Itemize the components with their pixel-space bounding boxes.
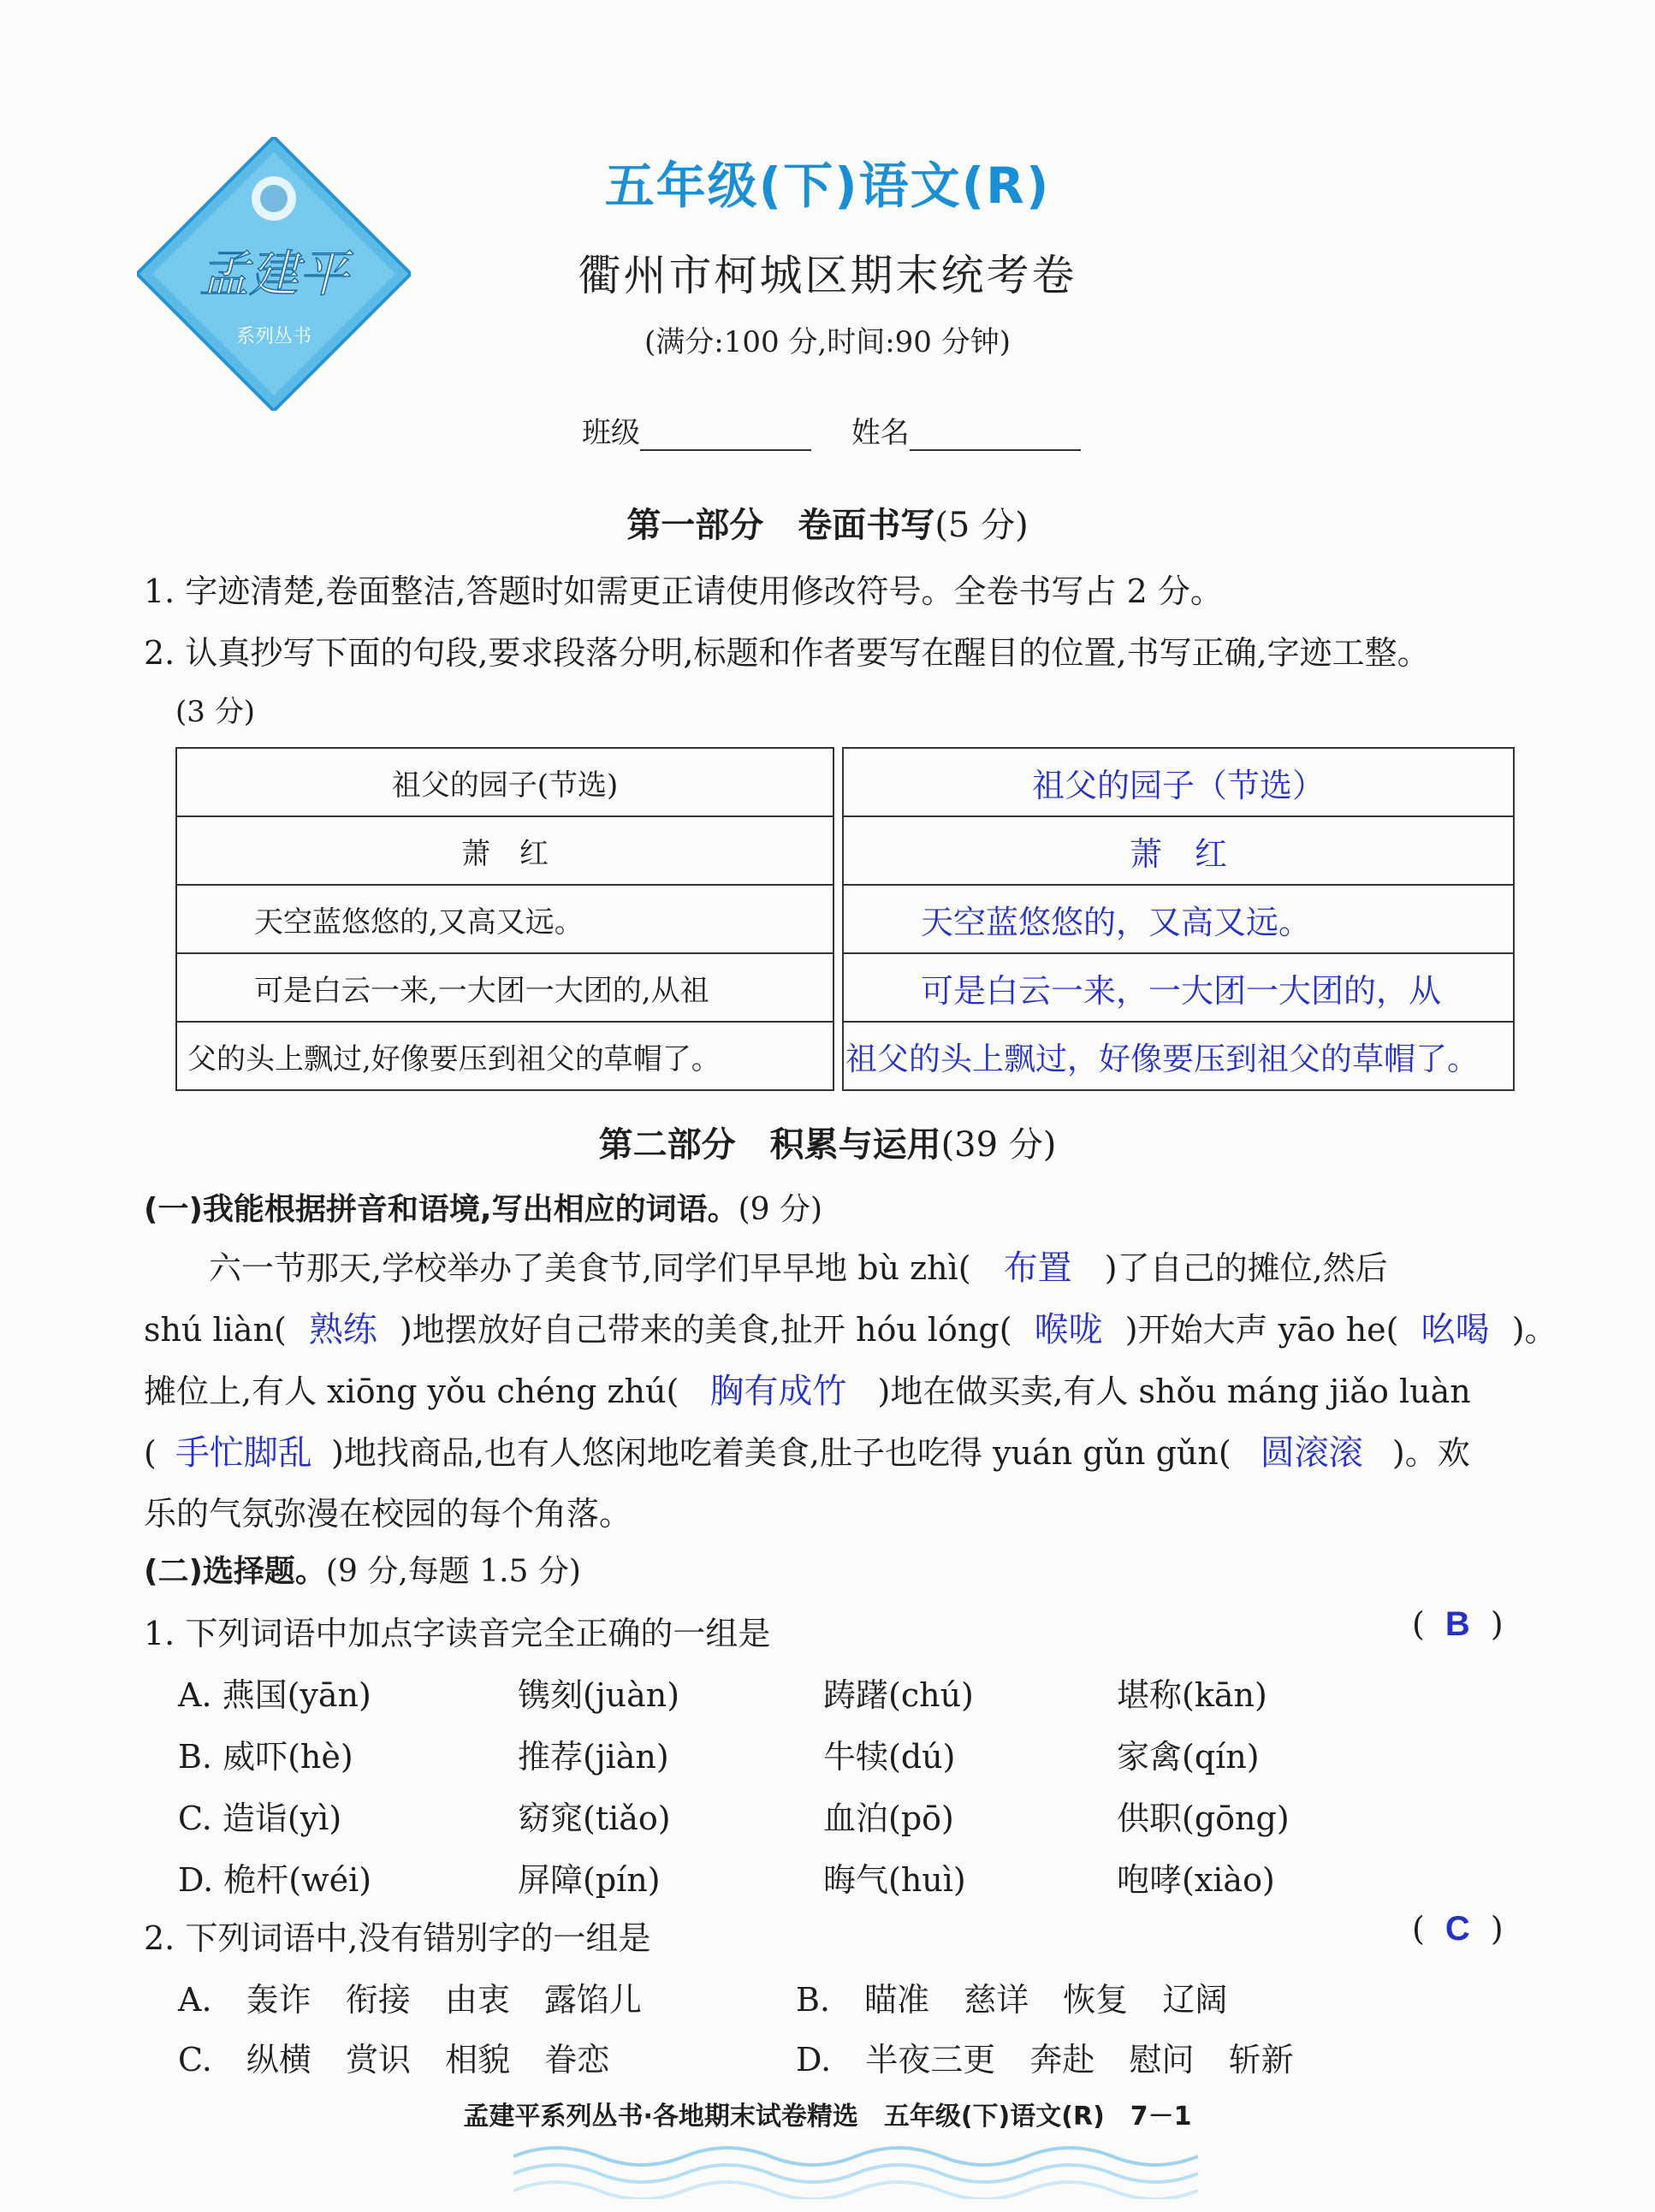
passage-line-3: 摊位上,有人 xiōng yǒu chéng zhú( 胸有成竹 )地在做买卖,有人 shǒu máng jiǎo luàn [144,1373,1471,1410]
q1-stem: 1. 下列词语中加点字读音完全正确的一组是 [144,1615,771,1652]
q2-option-a: A. 轰诈 衔接 由衷 露馅儿 [178,1981,642,2019]
footer-wave-decoration [513,2131,1198,2199]
source-title: 祖父的园子(节选) [176,748,833,816]
part1-heading [0,498,1655,547]
copy-source-table [175,747,834,1091]
answer-author[interactable]: 萧 红 [843,816,1514,885]
q1-option-d-1: D. 桅杆(wéi) [178,1861,372,1899]
section1-score: (9 分) [738,1192,823,1227]
answer-shoumangjiaoluan[interactable]: 手忙脚乱 [175,1434,312,1472]
name-input[interactable] [910,424,1081,451]
passage-line-1: 六一节那天,学校举办了美食节,同学们早早地 bù zhì( 布置 )了自己的摊位,然后 [209,1249,1388,1287]
q2-stem: 2. 下列词语中,没有错别字的一组是 [144,1919,651,1957]
part1-q2: 2. 认真抄写下面的句段,要求段落分明,标题和作者要写在醒目的位置,书写正确,字迹工整。 [144,634,1430,672]
exam-subtitle: 衢州市柯城区期末统考卷 [578,251,1077,300]
page-footer: 孟建平系列丛书·各地期末试卷精选 五年级(下)语文(R) 7－1 [463,2102,1192,2132]
q2-option-d: D. 半夜三更 奔赴 慰问 斩新 [796,2041,1294,2079]
part2-score: (39 分) [940,1125,1057,1165]
q1-option-c-2: 窈窕(tiǎo) [518,1800,671,1837]
answer-houlong[interactable]: 喉咙 [1034,1311,1103,1349]
section1-heading [144,1185,822,1229]
q1-option-a-1: A. 燕国(yān) [178,1676,371,1714]
logo-name: 孟建平 [199,245,349,303]
passage-line-5: 乐的气氛弥漫在校园的每个角落。 [144,1495,632,1533]
section2-score: (9 分,每题 1.5 分) [325,1554,581,1589]
source-line-2: 可是白云一来,一大团一大团的,从祖 [176,953,833,1022]
class-input[interactable] [640,424,811,451]
part2-heading [0,1118,1655,1166]
q2-option-c: C. 纵横 赏识 相貌 眷恋 [178,2041,610,2079]
q2-answer-box: ( C ) [1412,1910,1504,1948]
exam-title: 五年级(下)语文(R) [604,157,1051,215]
q1-option-c-4: 供职(gōng) [1117,1800,1290,1837]
passage-line-2: shú liàn( 熟练 )地摆放好自己带来的美食,扯开 hóu lóng( 喉咙 )开始大声 yāo he( 吆喝 )。 [144,1311,1557,1349]
answer-yuangungun[interactable]: 圆滚滚 [1260,1434,1363,1472]
q1-answer[interactable]: B [1444,1605,1470,1643]
section2-title: (二)选择题。 [144,1554,326,1589]
passage-line-4: ( 手忙脚乱 )地找商品,也有人悠闲地吃着美食,肚子也吃得 yuán gǔn gǔn( 圆滚滚 )。欢 [144,1434,1470,1472]
class-label: 班级 [582,416,640,450]
name-label: 姓名 [851,416,910,450]
exam-meta: (满分:100 分,时间:90 分钟) [644,325,1011,359]
q1-option-a-2: 镌刻(juàn) [518,1676,680,1714]
q1-option-d-4: 咆哮(xiào) [1117,1861,1275,1899]
q1-option-a-3: 踌躇(chú) [823,1676,974,1714]
q1-answer-box: ( B ) [1412,1605,1504,1643]
q1-option-d-3: 晦气(huì) [823,1861,966,1899]
source-line-3: 父的头上飘过,好像要压到祖父的草帽了。 [176,1022,833,1090]
part1-q2-score: (3 分) [175,695,255,729]
part1-score: (5 分) [934,506,1029,545]
q1-option-b-1: B. 威吓(hè) [178,1738,353,1776]
answer-buzhi[interactable]: 布置 [1003,1249,1072,1287]
answer-line-3[interactable]: 祖父的头上飘过，好像要压到祖父的草帽了。 [843,1022,1514,1090]
answer-line-2[interactable]: 可是白云一来，一大团一大团的，从 [843,953,1514,1022]
source-author: 萧 红 [176,816,833,885]
q1-option-c-1: C. 造诣(yì) [178,1800,342,1837]
copy-answer-table [842,747,1515,1091]
q2-option-b: B. 瞄准 慈详 恢复 辽阔 [796,1981,1228,2019]
answer-line-1[interactable]: 天空蓝悠悠的，又高又远。 [843,885,1514,953]
q2-answer[interactable]: C [1444,1910,1470,1948]
q1-option-b-2: 推荐(jiàn) [518,1738,669,1776]
section2-heading [144,1547,581,1591]
q1-option-c-3: 血泊(pō) [823,1800,954,1837]
logo-series: 系列丛书 [235,326,312,347]
answer-title[interactable]: 祖父的园子（节选） [843,748,1514,816]
part1-q1: 1. 字迹清楚,卷面整洁,答题时如需更正请使用修改符号。全卷书写占 2 分。 [144,572,1223,610]
answer-shulian[interactable]: 熟练 [308,1311,377,1349]
q1-option-b-3: 牛犊(dú) [823,1738,956,1776]
part2-title: 第二部分 积累与运用 [598,1125,941,1165]
q1-option-d-2: 屏障(pín) [518,1861,661,1899]
q1-option-b-4: 家禽(qín) [1117,1738,1260,1776]
answer-yaohe[interactable]: 吆喝 [1421,1311,1490,1349]
answer-xiongyouchengzhu[interactable]: 胸有成竹 [709,1373,847,1410]
part1-title: 第一部分 卷面书写 [626,506,935,545]
student-info-row [582,409,1112,451]
section1-title: (一)我能根据拼音和语境,写出相应的词语。 [144,1192,739,1227]
source-line-1: 天空蓝悠悠的,又高又远。 [176,885,833,953]
q1-option-a-4: 堪称(kān) [1117,1676,1267,1714]
